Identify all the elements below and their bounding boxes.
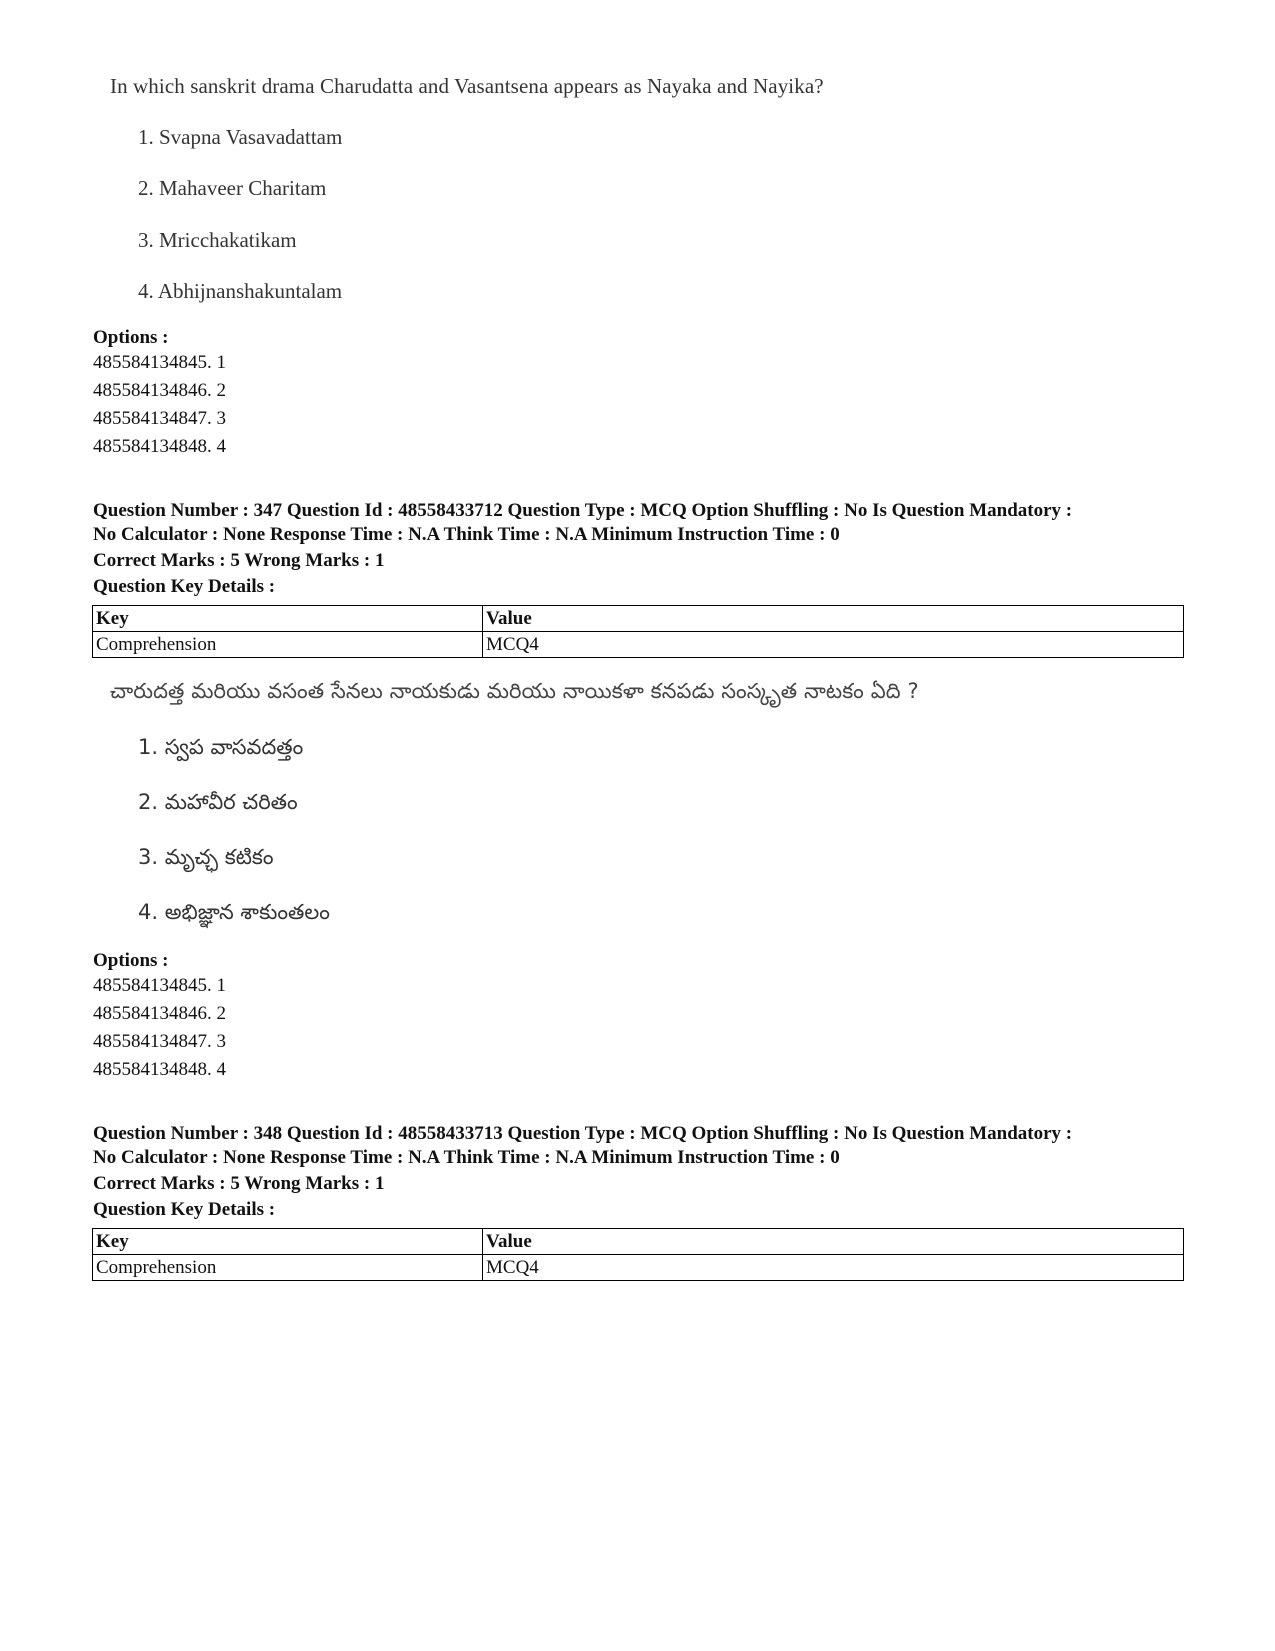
option-line: 485584134847. 3 (93, 1031, 226, 1052)
key-details-label: Question Key Details : (93, 576, 276, 597)
question-text: చారుదత్త మరియు వసంత సేనలు నాయకుడు మరియు నాయికళా కనపడు సంస్కృత నాటకం ఏది ? (110, 679, 919, 703)
table-header-key: Key (93, 606, 483, 632)
option-line: 485584134845. 1 (93, 352, 226, 373)
table-cell-key: Comprehension (93, 632, 483, 658)
choice-item: 3. Mricchakatikam (138, 228, 297, 252)
meta-line: Question Number : 348 Question Id : 48558433713 Question Type : MCQ Option Shuffling : No Is Question Mandatory : (93, 1123, 1073, 1144)
choice-item: 1. Svapna Vasavadattam (138, 125, 343, 149)
option-line: 485584134846. 2 (93, 1003, 226, 1024)
marks-line: Correct Marks : 5 Wrong Marks : 1 (93, 550, 385, 571)
option-line: 485584134847. 3 (93, 408, 226, 429)
table-cell-value: MCQ4 (483, 632, 1184, 658)
choice-item: 1. స్వప వాసవదత్తం (138, 735, 304, 759)
table-row (93, 1255, 1184, 1281)
choice-item: 3. మృచ్ఛ కటికం (138, 845, 274, 869)
meta-line: Question Number : 347 Question Id : 48558433712 Question Type : MCQ Option Shuffling : No Is Question Mandatory : (93, 500, 1073, 521)
table-header-key: Key (93, 1229, 483, 1255)
table-header-row (93, 606, 1184, 632)
choice-item: 2. మహావీర చరితం (138, 790, 298, 814)
choice-item: 4. Abhijnanshakuntalam (138, 279, 343, 303)
options-title: Options : (93, 950, 169, 971)
question-meta (93, 1122, 1193, 1222)
table-header-value: Value (483, 606, 1184, 632)
options-title: Options : (93, 327, 169, 348)
options-block (93, 950, 226, 1084)
choice-item: 4. అభిజ్ఞాన శాకుంతలం (138, 900, 330, 924)
option-line: 485584134845. 1 (93, 975, 226, 996)
question-text: In which sanskrit drama Charudatta and Vasantsena appears as Nayaka and Nayika? (110, 74, 824, 98)
option-line: 485584134848. 4 (93, 436, 226, 457)
table-cell-key: Comprehension (93, 1255, 483, 1281)
options-block (93, 327, 226, 461)
key-value-table (92, 605, 1184, 658)
table-row (93, 632, 1184, 658)
marks-line: Correct Marks : 5 Wrong Marks : 1 (93, 1173, 385, 1194)
key-value-table (92, 1228, 1184, 1281)
table-header-value: Value (483, 1229, 1184, 1255)
question-meta (93, 499, 1193, 599)
table-header-row (93, 1229, 1184, 1255)
option-line: 485584134846. 2 (93, 380, 226, 401)
table-cell-value: MCQ4 (483, 1255, 1184, 1281)
key-details-label: Question Key Details : (93, 1199, 276, 1220)
meta-line: No Calculator : None Response Time : N.A Think Time : N.A Minimum Instruction Time : 0 (93, 1147, 840, 1168)
option-line: 485584134848. 4 (93, 1059, 226, 1080)
choice-item: 2. Mahaveer Charitam (138, 176, 327, 200)
meta-line: No Calculator : None Response Time : N.A Think Time : N.A Minimum Instruction Time : 0 (93, 524, 840, 545)
